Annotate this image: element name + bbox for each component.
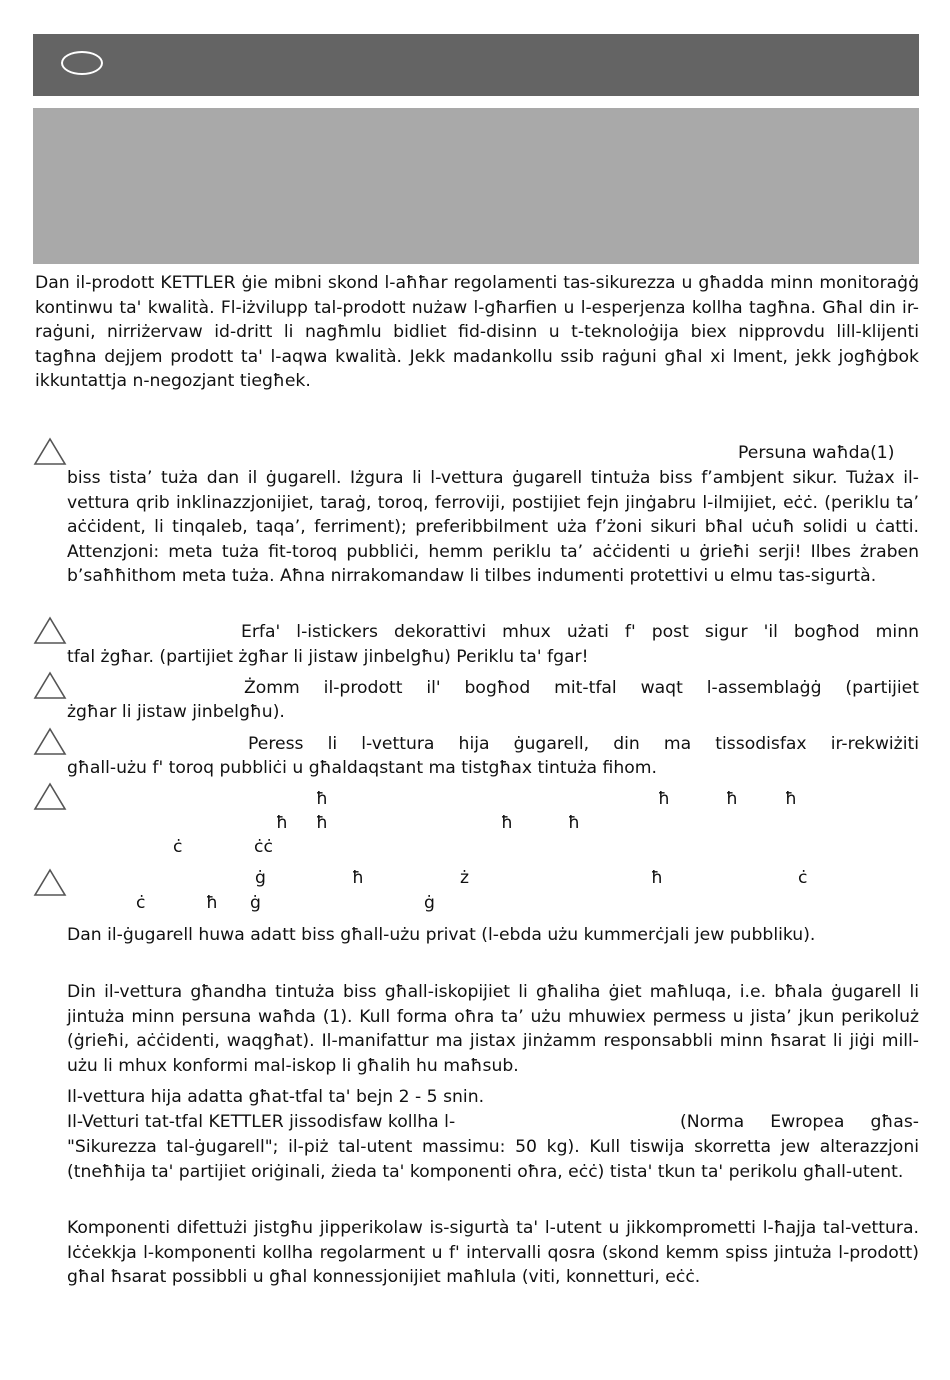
warning-6-fragment: ġ <box>250 893 261 913</box>
warning-triangle-icon <box>33 782 67 812</box>
warning-5-fragment: ħ <box>568 813 580 833</box>
warning-5-fragment: ħ <box>726 789 738 809</box>
warning-triangle-icon <box>33 616 67 646</box>
warning-2-text: tfal żgħar. (partijiet żgħar li jistaw jinbelgħu) Periklu ta' fgar! <box>67 647 589 667</box>
warning-6-fragment: ċ <box>136 893 146 913</box>
warning-6-fragment: ż <box>460 868 470 888</box>
warning-5-fragment: ċċ <box>254 837 273 857</box>
header-bar <box>33 34 919 96</box>
kettler-line-right: (Norma Ewropea għas- <box>680 1112 919 1132</box>
warning-6-fragment: ġ <box>255 868 266 888</box>
warning-4-first-line: Peress li l-vettura hija ġugarell, din ma tissodisfax ir-rekwiżiti <box>248 734 919 754</box>
warning-5-fragment: ħ <box>785 789 797 809</box>
warning-5-fragment: ħ <box>316 813 328 833</box>
warning-1-first-line: Persuna waħda(1) <box>738 443 895 463</box>
warning-6-fragment: ħ <box>206 893 218 913</box>
warning-4-text: għall-użu f' toroq pubbliċi u għaldaqstant ma tistgħax tintuża fihom. <box>67 758 657 778</box>
warning-5-fragment: ħ <box>316 789 328 809</box>
warning-triangle-icon <box>33 671 67 701</box>
body-paragraph-standard: "Sikurezza tal-ġugarell"; il-piż tal-utent massimu: 50 kg). Kull tiswija skorretta jew alterazzjoni (tneħħija ta' partijiet oriġinali, żieda ta' komponenti oħra, eċċ) tista' tkun ta' perikolu għall-utent. <box>67 1137 919 1182</box>
warning-5-fragment: ħ <box>501 813 513 833</box>
warning-3-text: żgħar li jistaw jinbelgħu). <box>67 702 285 722</box>
warning-1-text: biss tista’ tuża dan il ġugarell. Iżgura li l-vettura ġugarell tintuża biss f’ambjent sikur. Tużax il-vettura qrib inklinazzjonijiet, taraġ, toroq, ferroviji, postijiet fejn jinġabru l-ilmijiet, eċċ. (periklu ta’ aċċident, li tinqaleb, taqa’, ferriment); preferibbilment uża f’żoni sikuri bħal uċuħ solidi u ċatti. Attenzjoni: meta tuża fit-toroq pubbliċi, hemm periklu ta’ aċċidenti u ġrieħi serji! Ilbes żraben b’saħħithom meta tuża. Aħna nirrakomandaw li tilbes indumenti protettivi u elmu tas-sigurtà. <box>67 468 919 586</box>
warning-2-first-line: Erfa' l-istickers dekorattivi mhux użati f' post sigur 'il bogħod minn <box>241 622 919 642</box>
warning-triangle-icon <box>33 437 67 467</box>
kettler-line-left: Il-Vetturi tat-tfal KETTLER jissodisfaw kollha l- <box>67 1112 456 1132</box>
intro-paragraph: Dan il-prodott KETTLER ġie mibni skond l-aħħar regolamenti tas-sikurezza u għadda minn monitoraġġ kontinwu ta' kwalità. Fl-iżvilupp tal-prodott nużaw l-għarfien u l-esperjenza kollha tagħna. Għal din ir-raġuni, nirriżervaw id-dritt li nagħmlu bidliet fid-disinn u t-teknoloġija biex nipprovdu lill-klijenti tagħna dejjem prodott ta' l-aqwa kwalità. Jekk madankollu ssib raġuni għal xi lment, jekk jogħġbok ikkuntattja n-negozjant tiegħek. <box>35 273 919 391</box>
body-paragraph-private-use: Dan il-ġugarell huwa adatt biss għall-użu privat (l-ebda użu kummerċjali jew pubbliku). <box>67 925 816 945</box>
body-paragraph-defective-components: Komponenti difettużi jistgħu jipperikolaw is-sigurtà ta' l-utent u jikkomprometti l-ħajja tal-vettura. Iċċekkja l-komponenti kollha regolarment u f' intervalli qosra (skond kemm spiss jintuża l-prodott) għal ħsarat possibbli u għal konnessjonijiet maħlula (viti, konnetturi, eċċ. <box>67 1218 919 1287</box>
warning-6-fragment: ċ <box>798 868 808 888</box>
body-paragraph-intended-use: Din il-vettura għandha tintuża biss għall-iskopijiet li għaliha ġiet maħluqa, i.e. bħala ġugarell li jintuża minn persuna waħda (1). Kull forma oħra ta’ użu mhuwiex permess u jista’ jkun perikoluż (ġrieħi, aċċidenti, waqgħat). Il-manifattur ma jistax jinżamm responsabbli minn ħsarat li jiġi mill-użu li mhux konformi mal-iskop li għalih hu maħsub. <box>67 982 919 1076</box>
warning-3-first-line: Żomm il-prodott il' bogħod mit-tfal waqt l-assemblaġġ (partijiet <box>244 678 919 698</box>
warning-6-fragment: ħ <box>352 868 364 888</box>
image-placeholder-panel <box>33 108 919 264</box>
warning-6-fragment: ġ <box>424 893 435 913</box>
warning-triangle-icon <box>33 868 67 898</box>
warning-5-fragment: ħ <box>658 789 670 809</box>
language-badge-oval <box>61 51 103 75</box>
warning-triangle-icon <box>33 727 67 757</box>
warning-6-fragment: ħ <box>651 868 663 888</box>
body-paragraph-age: Il-vettura hija adatta għat-tfal ta' bejn 2 - 5 snin. <box>67 1087 485 1107</box>
warning-5-fragment: ċ <box>173 837 183 857</box>
warning-5-fragment: ħ <box>276 813 288 833</box>
